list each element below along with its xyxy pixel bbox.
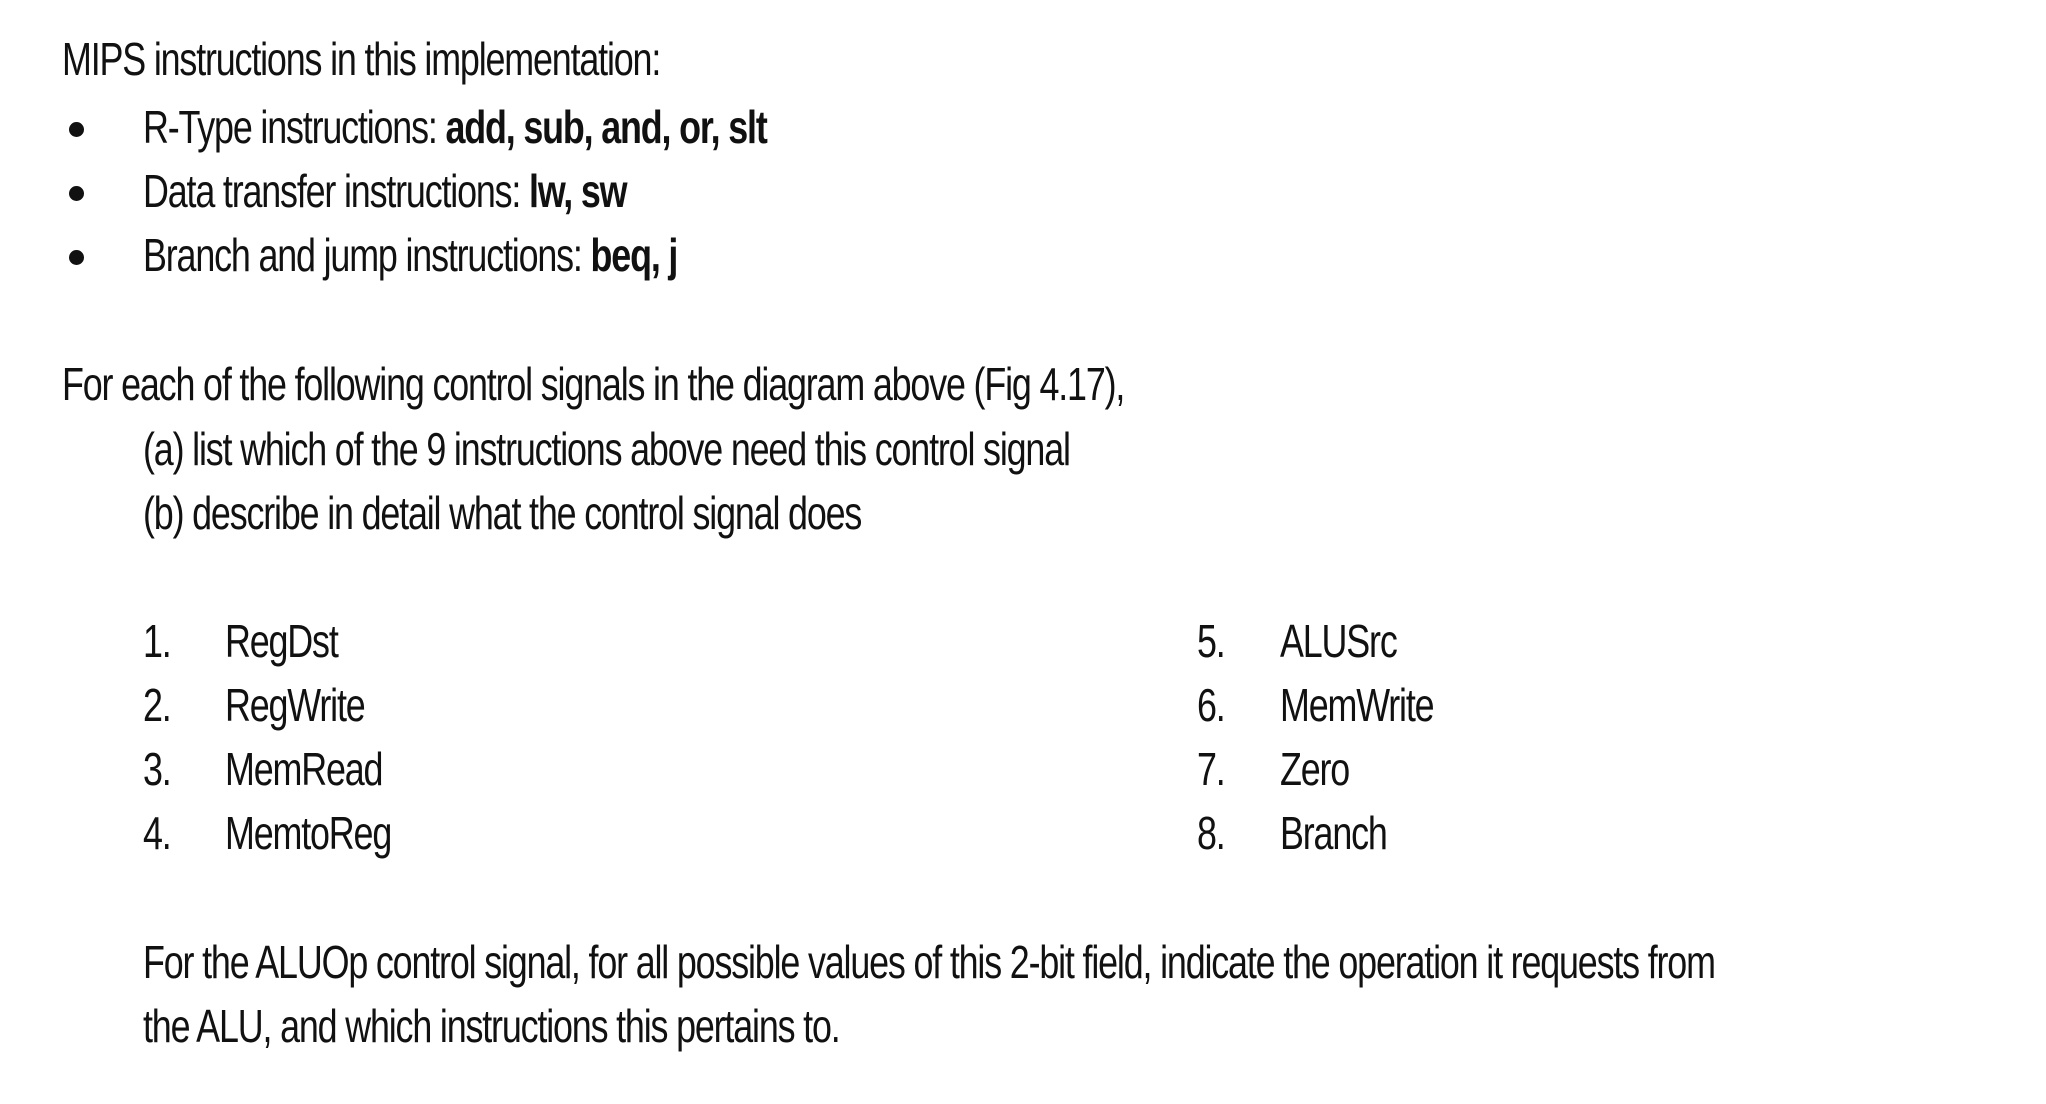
bullet-dot-icon: [69, 186, 84, 201]
bullet-dot-icon: [69, 122, 84, 137]
bullet-branch-jump-label: Branch and jump instructions:: [143, 229, 591, 281]
signal-number: 5.: [1197, 615, 1225, 667]
signal-regdst: RegDst: [225, 615, 338, 667]
signal-memtoreg: MemtoReg: [225, 807, 392, 859]
question-part-a: (a) list which of the 9 instructions above need this control signal: [143, 423, 1070, 475]
aluop-line-2: the ALU, and which instructions this pertains to.: [143, 1000, 840, 1052]
intro-heading: MIPS instructions in this implementation:: [62, 33, 661, 85]
signal-memread: MemRead: [225, 743, 383, 795]
signal-number: 3.: [143, 743, 171, 795]
signal-branch: Branch: [1280, 807, 1387, 859]
bullet-branch-jump: [143, 227, 677, 283]
bullet-data-transfer: [143, 163, 626, 219]
aluop-line-1: For the ALUOp control signal, for all possible values of this 2-bit field, indicate the operation it requests from: [143, 936, 1715, 988]
signal-regwrite: RegWrite: [225, 679, 365, 731]
signal-number: 2.: [143, 679, 171, 731]
signal-alusrc: ALUSrc: [1280, 615, 1397, 667]
bullet-data-transfer-label: Data transfer instructions:: [143, 165, 530, 217]
bullet-rtype-value: add, sub, and, or, slt: [445, 101, 767, 153]
bullet-branch-jump-value: beq, j: [590, 229, 678, 281]
bullet-dot-icon: [69, 250, 84, 265]
signal-number: 6.: [1197, 679, 1225, 731]
bullet-rtype: [143, 99, 767, 155]
signal-zero: Zero: [1280, 743, 1350, 795]
signal-number: 4.: [143, 807, 171, 859]
question-lead: For each of the following control signals in the diagram above (Fig 4.17),: [62, 358, 1125, 410]
signal-memwrite: MemWrite: [1280, 679, 1434, 731]
signal-number: 1.: [143, 615, 171, 667]
bullet-rtype-label: R-Type instructions:: [143, 101, 446, 153]
question-part-b: (b) describe in detail what the control signal does: [143, 487, 862, 539]
signal-number: 8.: [1197, 807, 1225, 859]
signal-number: 7.: [1197, 743, 1225, 795]
bullet-data-transfer-value: lw, sw: [529, 165, 627, 217]
